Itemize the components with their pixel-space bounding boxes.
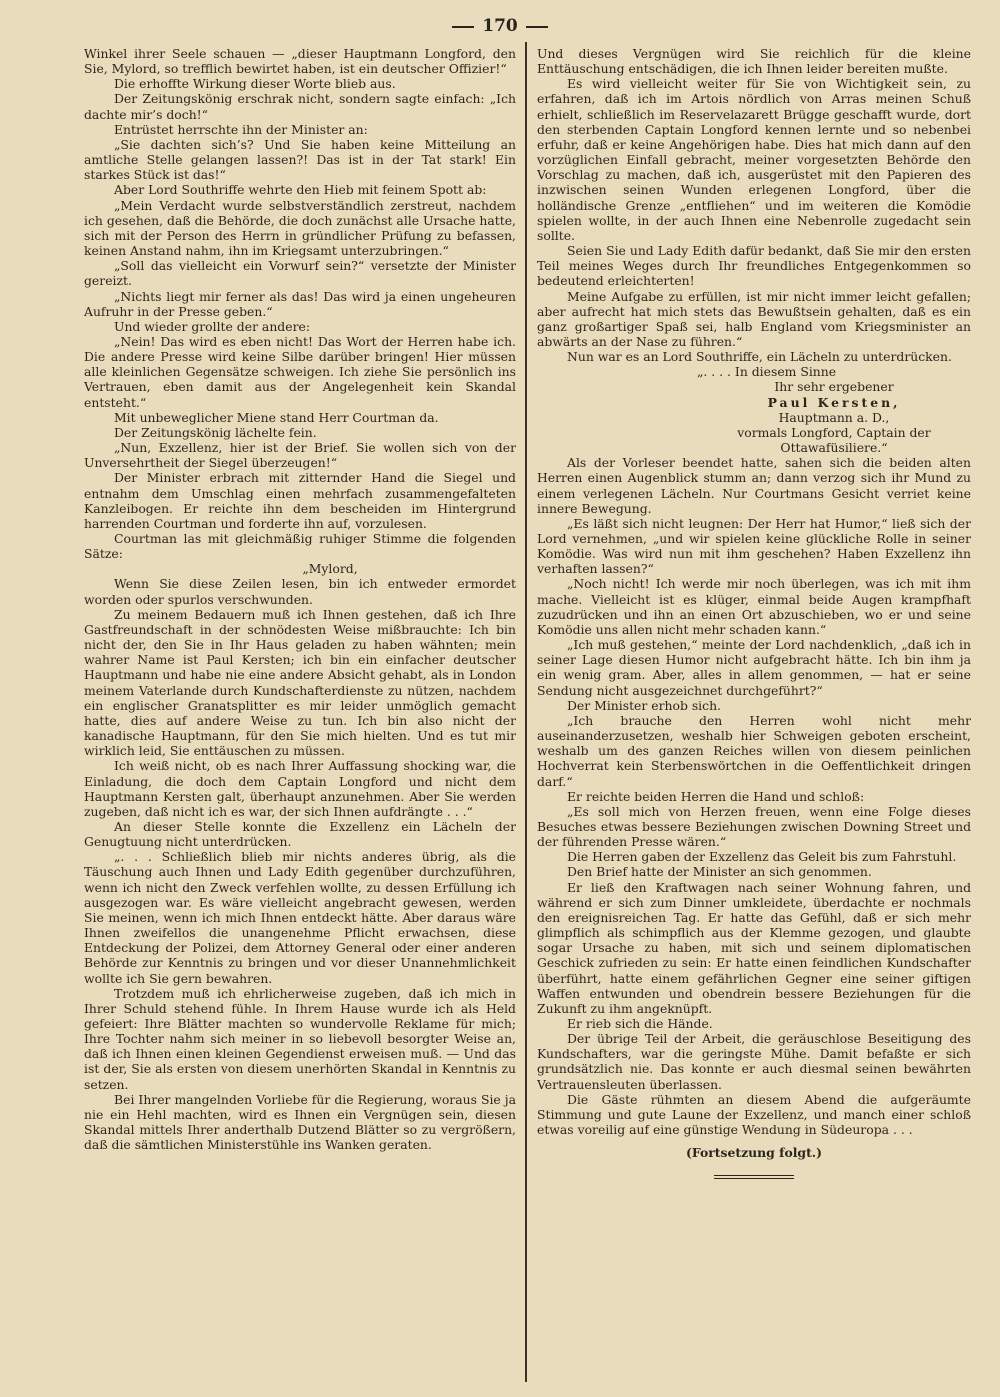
page-number-header [0,16,1000,36]
paragraph: Ich weiß nicht, ob es nach Ihrer Auffassung shocking war, die Einladung, die doch dem Captain Longford und nicht dem Hauptmann Kersten galt, überhaupt anzunehmen. Aber Sie werden zugeben, daß nicht ich es war, der sich Ihnen aufdrängte . . .“ [84,758,516,819]
paragraph: Der Zeitungskönig lächelte fein. [114,424,317,440]
paragraph: Winkel ihrer Seele schauen — „dieser Hauptmann Longford, den Sie, Mylord, so trefflich bewirtet haben, ist ein deutscher Offizier!“ [84,46,516,77]
paragraph: Seien Sie und Lady Edith dafür bedankt, daß Sie mir den ersten Teil meines Weges durch Ihr freundliches Entgegenkommen so bedeutend erleichterten! [537,243,971,289]
signature-name: Paul Kersten, [767,394,901,410]
signature-former: vormals Longford, Captain der [737,424,931,440]
paragraph: Entrüstet herrschte ihn der Minister an: [114,121,368,137]
paragraph: Meine Aufgabe zu erfüllen, ist mir nicht immer leicht gefallen; aber aufrecht hat mich stets das Bewußtsein gehalten, daß es ein ganz großartiger Spaß sei, halb England vom Kriegsminister an abwärts an der Nase zu führen.“ [537,288,971,349]
paragraph: „Es soll mich von Herzen freuen, wenn eine Folge dieses Besuches etwas bessere Beziehungen zwischen Downing Street und der führenden Presse wären.“ [537,803,971,850]
paragraph: Der übrige Teil der Arbeit, die geräuschlose Beseitigung des Kundschafters, war die geringste Mühe. Damit befaßte er sich grundsätzlich nie. Das konnte er auch diesmal seinen bewährten Vertrauensleuten überlassen. [537,1031,971,1092]
column-divider [525,42,527,1382]
end-ornament-rule [714,1174,794,1180]
paragraph: „Es läßt sich nicht leugnen: Der Herr hat Humor,“ ließ sich der Lord vernehmen, „und wir spielen keine glückliche Rolle in seiner Komödie. Was wird nun mit ihm geschehen? Haben Exzellenz ihn verhaften lassen?“ [537,515,971,577]
paragraph: An dieser Stelle konnte die Exzellenz ein Lächeln der Genugtuung nicht unterdrücken. [84,818,516,850]
paragraph: „Ich brauche den Herren wohl nicht mehr auseinanderzusetzen, weshalb hier Schweigen geboten erscheint, weshalb um des ganzen Reiches willen von diesem peinlichen Hochverrat kein Sterbenswörtchen in die Oeffentlichkeit dringen darf.“ [537,712,971,789]
paragraph: Trotzdem muß ich ehrlicherweise zugeben, daß ich mich in Ihrer Schuld stehend fühle. In Ihrem Hause wurde ich als Held gefeiert: Ihre Blätter machten so wundervolle Reklame für mich; Ihre Tochter nahm sich meiner in so liebevoll besorgter Weise an, daß ich Ihnen einen kleinen Gegendienst erweisen muß. — Und das ist der, Sie als ersten von diesem unerhörten Skandal in Kenntnis zu setzen. [84,985,516,1092]
paragraph: „Soll das vielleicht ein Vorwurf sein?“ versetzte der Minister gereizt. [84,258,516,289]
paragraph: Es wird vielleicht weiter für Sie von Wichtigkeit sein, zu erfahren, daß ich im Artois nördlich von Arras meinen Schuß erhielt, schließlich im Reservelazarett Brügge geschafft wurde, dort den sterbenden Captain Longford kennen lernte und so nebenbei erfuhr, daß er keine Angehörigen habe. Dies hat mich dann auf den vorzüglichen Einfall gebracht, meiner vorgesetzten Behörde den Vorschlag zu machen, daß ich, ausgerüstet mit den Papieren des inzwischen seinen Wunden erlegenen Longford, über die holländische Grenze „entfliehen“ und im weiteren die Komödie spielen wollte, in der auch Ihnen eine Nebenrolle zugedacht sein sollte. [537,76,971,243]
paragraph: Der Minister erhob sich. [567,697,721,713]
paragraph: Bei Ihrer mangelnden Vorliebe für die Regierung, woraus Sie ja nie ein Hehl machten, wird es Ihnen ein Vergnügen sein, diesen Skandal mittels Ihrer anderthalb Dutzend Blätter so zu vergrößern, daß die sämtlichen Ministerstühle ins Wanken geraten. [84,1091,516,1153]
signature-unit: Ottawafüsiliere.“ [780,440,888,456]
paragraph: „Noch nicht! Ich werde mir noch überlegen, was ich mit ihm mache. Vielleicht ist es klüger, einmal beide Augen krampfhaft zuzudrücken und ihn an einen Ort abzuschieben, wo er und seine Komödie uns allen nicht mehr schaden kann.“ [537,576,971,637]
paragraph: Als der Vorleser beendet hatte, sahen sich die beiden alten Herren einen Augenblick stumm an; dann verzog sich ihr Mund zu einem verlegenen Lächeln. Nur Courtmans Gesicht verriet keine innere Bewegung. [537,455,971,516]
right-column [537,46,971,1376]
right-column-text-after-signature [537,455,971,1137]
letter-signature-block [537,364,971,455]
paragraph: „Nichts liegt mir ferner als das! Das wird ja einen ungeheuren Aufruhr in der Presse geben.“ [84,288,516,319]
signature-closing: „. . . . In diesem Sinne [697,364,837,380]
paragraph: „Sie dachten sich’s? Und Sie haben keine Mitteilung an amtliche Stelle gelangen lassen?! Das ist in der Tat stark! Ein starkes Stück ist das!“ [84,136,516,183]
paragraph: Die Herren gaben der Exzellenz das Geleit bis zum Fahrstuhl. [567,849,957,865]
paragraph: „Ich muß gestehen,“ meinte der Lord nachdenklich, „daß ich in seiner Lage diesen Humor nicht aufgebracht hätte. Ich bin ihm ja ein wenig gram. Aber, alles in allem genommen, — hat er seine Sendung nicht ausgezeichnet durchgeführt?“ [537,637,971,698]
paragraph: Er reichte beiden Herren die Hand und schloß: [567,788,865,804]
left-column [84,46,516,1376]
paragraph: „Mein Verdacht wurde selbstverständlich zerstreut, nachdem ich gesehen, daß die Behörde, die doch zunächst alle Ursache hatte, sich mit der Person des Herrn in gründlicher Prüfung zu befassen, keinen Anstand nahm, ihn im Kriegsamt unterzubringen.“ [84,197,516,259]
paragraph: Courtman las mit gleichmäßig ruhiger Stimme die folgenden Sätze: [84,531,516,562]
paragraph: „Nun, Exzellenz, hier ist der Brief. Sie wollen sich von der Unversehrtheit der Siegel überzeugen!“ [84,440,516,471]
paragraph: Den Brief hatte der Minister an sich genommen. [567,864,872,880]
paragraph: Nun war es an Lord Southriffe, ein Lächeln zu unterdrücken. [567,349,952,365]
paragraph: „. . . Schließlich blieb mir nichts anderes übrig, als die Täuschung auch Ihnen und Lady Edith gegenüber durchzuführen, wenn ich nicht den Zweck verfehlen wollte, zu dessen Erfüllung ich ausgezogen war. Es wäre vielleicht angebracht gewesen, werden Sie meinen, wenn ich mich Ihnen entdeckt hätte. Aber daraus wäre Ihnen zweifellos die unangenehme Pflicht erwachsen, diese Entdeckung der Polizei, dem Attorney General oder einer anderen Behörde zur Kenntnis zu bringen und vor dieser Unannehmlichkeit wollte ich Sie gern bewahren. [84,849,516,986]
paragraph: Zu meinem Bedauern muß ich Ihnen gestehen, daß ich Ihre Gastfreundschaft in der schnödesten Weise mißbrauchte: Ich bin nicht der, den Sie in Ihr Haus geladen zu haben wähnten; mein wahrer Name ist Paul Kersten; ich bin ein einfacher deutscher Hauptmann und habe nie eine andere Absicht gehabt, als in London meinem Vaterlande durch Kundschafterdienste zu nützen, nachdem ein englischer Granatsplitter es mir leider unmöglich gemacht hatte, dies auf andere Weise zu tun. Ich bin also nicht der kanadische Hauptmann, für den Sie mich hielten. Und es tut mir wirklich leid, Sie enttäuschen zu müssen. [84,606,516,759]
paragraph: Und dieses Vergnügen wird Sie reichlich für die kleine Enttäuschung entschädigen, die ich Ihnen leider bereiten mußte. [537,46,971,77]
signature-rank: Hauptmann a. D., [778,409,890,425]
paragraph: Die Gäste rühmten an diesem Abend die aufgeräumte Stimmung und gute Laune der Exzellenz, und manch einer schloß etwas voreilig auf eine günstige Wendung in Südeuropa . . . [537,1091,971,1138]
paragraph: Er rieb sich die Hände. [567,1016,713,1031]
paragraph: Wenn Sie diese Zeilen lesen, bin ich entweder ermordet worden oder spurlos verschwunden. [84,576,516,607]
signature-regards: Ihr sehr ergebener [774,379,894,395]
page-number: 170 [482,16,518,36]
paragraph: Der Zeitungskönig erschrak nicht, sondern sagte einfach: „Ich dachte mir’s doch!“ [84,91,516,122]
paragraph: „Nein! Das wird es eben nicht! Das Wort der Herren habe ich. Die andere Presse wird keine Silbe darüber bringen! Hier müssen alle kleinlichen Gegensätze schweigen. Ich ziehe Sie persönlich ins Vertrauen, eben damit aus der Angelegenheit kein Skandal entsteht.“ [84,333,516,410]
to-be-continued-label: (Fortsetzung folgt.) [686,1145,822,1161]
paragraph: Mit unbeweglicher Miene stand Herr Courtman da. [114,409,439,425]
paragraph: Der Minister erbrach mit zitternder Hand die Siegel und entnahm dem Umschlag einen mehrfach zusammengefalteten Kanzleibogen. Er reichte ihn dem bescheiden im Hintergrund harrenden Courtman und forderte ihn auf, vorzulesen. [84,470,516,531]
page-number-dash-right [526,26,548,28]
paragraph: „Mylord, [302,561,358,577]
paragraph: Er ließ den Kraftwagen nach seiner Wohnung fahren, und während er sich zum Dinner umkleidete, überdachte er nochmals den ereignisreichen Tag. Er hatte das Gefühl, daß er sich mehr glimpflich als schimpflich aus der Klemme gezogen, und glaubte sogar Ursache zu haben, mit sich und seinem diplomatischen Geschick zufrieden zu sein: Er hatte einen feindlichen Kundschafter überführt, hatte einem gefährlichen Gegner eine seiner giftigen Waffen entwunden und obendrein bessere Beziehungen für die Zukunft zu ihm angeknüpft. [537,879,971,1016]
paragraph: Aber Lord Southriffe wehrte den Hieb mit feinem Spott ab: [114,182,487,198]
right-column-text-before-signature [537,46,971,364]
paragraph: Die erhoffte Wirkung dieser Worte blieb aus. [114,76,396,92]
page-number-dash-left [452,26,474,28]
paragraph: Und wieder grollte der andere: [114,318,310,334]
